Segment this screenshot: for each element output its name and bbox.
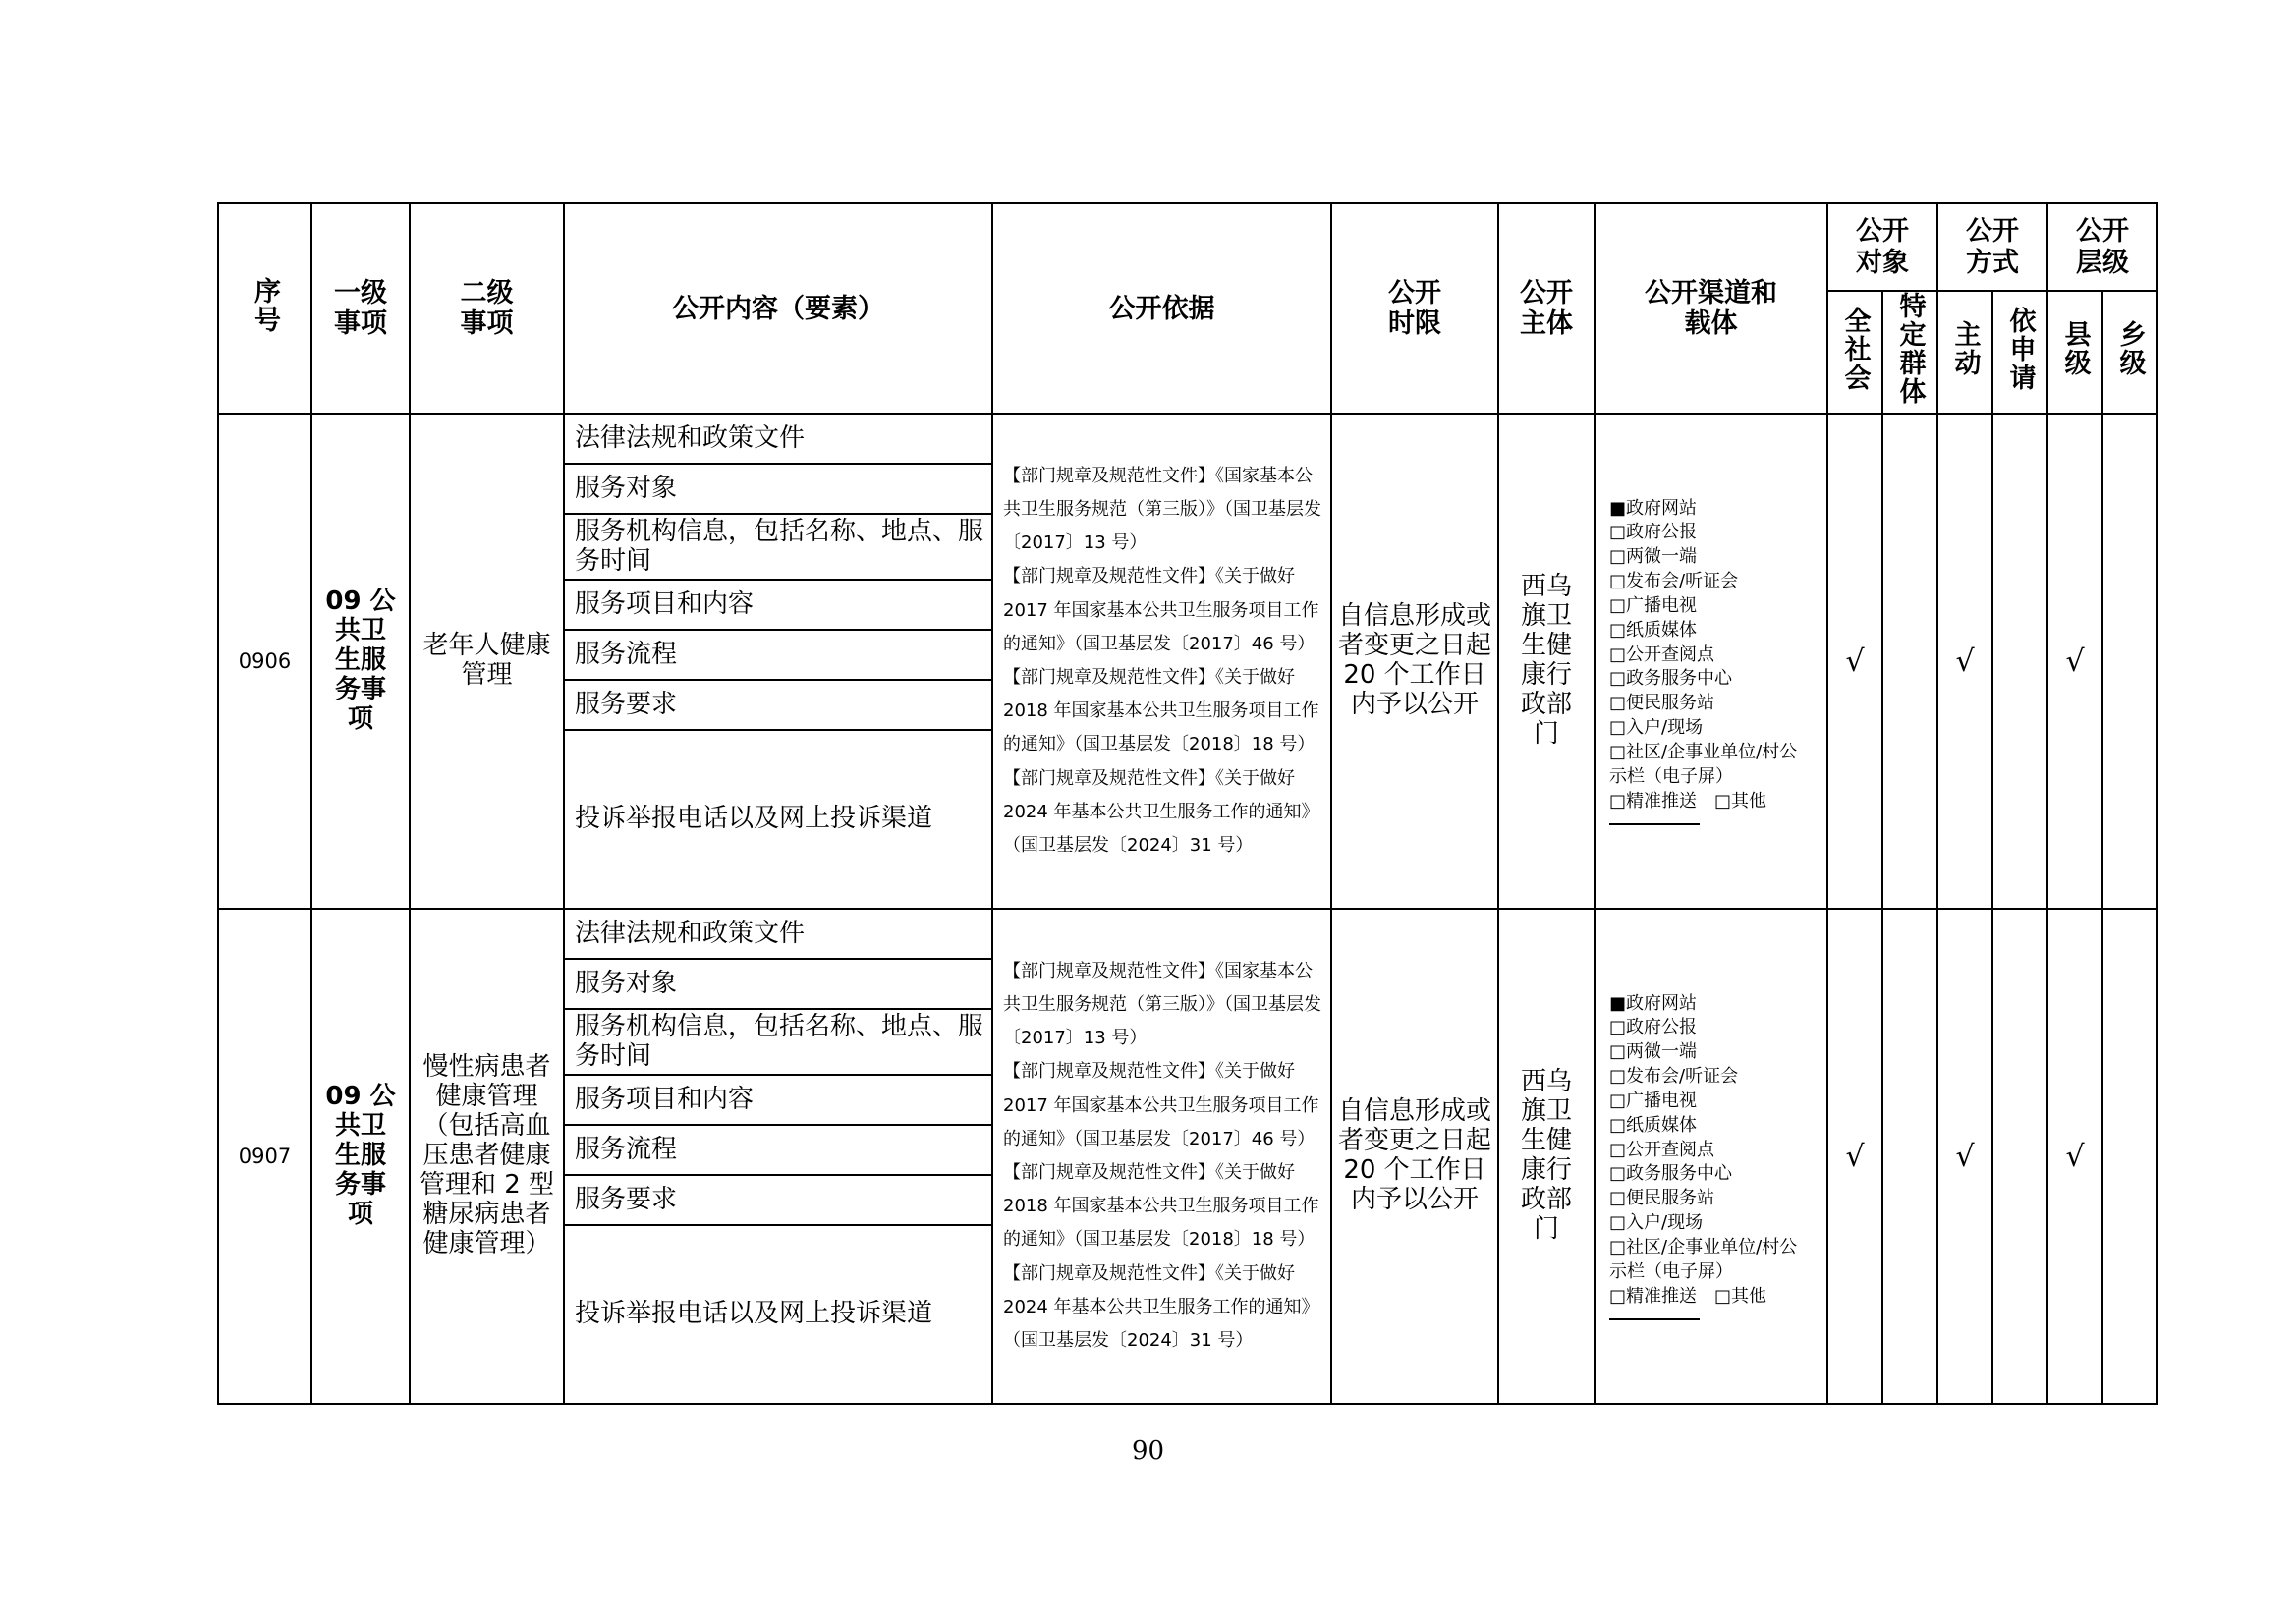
- table-row: [218, 909, 2157, 959]
- channel-option: □便民服务站: [1609, 1188, 1715, 1209]
- header-level-county: 县级: [2047, 291, 2102, 414]
- basis-item: 【部门规章及规范性文件】《关于做好 2024 年基本公共卫生服务工作的通知》（国卫基层发〔2024〕31 号）: [1003, 767, 1319, 856]
- channel-option: □便民服务站: [1609, 693, 1715, 714]
- basis-item: 【部门规章及规范性文件】《国家基本公共卫生服务规范（第三版）》（国卫基层发〔2017〕13 号）: [1003, 960, 1321, 1049]
- subject-cell: 西乌旗卫生健康行政部门: [1498, 909, 1595, 1404]
- basis-cell: [992, 414, 1331, 909]
- disclosure-table: [217, 202, 2158, 1405]
- channel-option: □政务服务中心: [1609, 1163, 1733, 1185]
- content-element-cell: 服务机构信息，包括名称、地点、服务时间: [564, 514, 992, 580]
- header-target-specific: 特定群体: [1882, 291, 1937, 414]
- check-mode-request-cell: [1992, 909, 2047, 1404]
- channel-option: □入户/现场: [1609, 1212, 1704, 1234]
- level1-cell: 09 公共卫生服务事项: [311, 909, 410, 1404]
- check-target-all-cell: √: [1827, 909, 1882, 1404]
- content-element-cell: 服务机构信息，包括名称、地点、服务时间: [564, 1009, 992, 1075]
- check-target-specific-cell: [1882, 909, 1937, 1404]
- content-element-cell: 法律法规和政策文件: [564, 909, 992, 959]
- channel-option: □政府公报: [1609, 1017, 1698, 1038]
- header-content: 公开内容（要素）: [564, 203, 992, 414]
- check-mode-request-cell: [1992, 414, 2047, 909]
- content-element-cell: 投诉举报电话以及网上投诉渠道: [564, 1225, 992, 1404]
- time-limit-cell: 自信息形成或者变更之日起 20 个工作日内予以公开: [1331, 414, 1498, 909]
- channels-cell: [1595, 414, 1827, 909]
- page-number: 90: [1131, 1436, 1165, 1466]
- channel-option: □政府公报: [1609, 522, 1698, 543]
- content-element-cell: 投诉举报电话以及网上投诉渠道: [564, 730, 992, 909]
- channel-option: □公开查阅点: [1609, 1139, 1715, 1160]
- channel-option: □两微一端: [1609, 1041, 1698, 1063]
- header-level-town: 乡级: [2102, 291, 2157, 414]
- header-level1: 一级事项: [311, 203, 410, 414]
- check-mode-active-cell: √: [1937, 909, 1992, 1404]
- basis-item: 【部门规章及规范性文件】《关于做好 2024 年基本公共卫生服务工作的通知》（国卫基层发〔2024〕31 号）: [1003, 1262, 1319, 1351]
- content-element-cell: 服务项目和内容: [564, 1075, 992, 1125]
- basis-cell: [992, 909, 1331, 1404]
- check-level-county-cell: √: [2047, 414, 2102, 909]
- header-subject: 公开主体: [1498, 203, 1595, 414]
- channel-option: □广播电视: [1609, 1090, 1698, 1111]
- channel-option: □纸质媒体: [1609, 1114, 1698, 1136]
- check-level-county-cell: √: [2047, 909, 2102, 1404]
- header-time-limit: 公开时限: [1331, 203, 1498, 414]
- header-target: 公开对象: [1827, 203, 1937, 291]
- basis-item: 【部门规章及规范性文件】《关于做好 2018 年国家基本公共卫生服务项目工作的通知》（国卫基层发〔2018〕18 号）: [1003, 667, 1319, 756]
- content-element-cell: 服务流程: [564, 630, 992, 680]
- channel-option: □入户/现场: [1609, 717, 1704, 739]
- basis-item: 【部门规章及规范性文件】《关于做好 2018 年国家基本公共卫生服务项目工作的通知》（国卫基层发〔2018〕18 号）: [1003, 1162, 1319, 1251]
- seq-cell: 0906: [218, 414, 311, 909]
- channel-option: □社区/企事业单位/村公示栏（电子屏）: [1609, 1236, 1798, 1282]
- content-element-cell: 服务对象: [564, 464, 992, 514]
- check-level-town-cell: [2102, 414, 2157, 909]
- subject-cell: 西乌旗卫生健康行政部门: [1498, 414, 1595, 909]
- basis-item: 【部门规章及规范性文件】《关于做好 2017 年国家基本公共卫生服务项目工作的通知》（国卫基层发〔2017〕46 号）: [1003, 566, 1319, 654]
- channel-option: ■政府网站: [1609, 992, 1698, 1014]
- channel-option: □发布会/听证会: [1609, 1066, 1739, 1088]
- content-element-cell: 服务项目和内容: [564, 580, 992, 630]
- content-element-cell: 法律法规和政策文件: [564, 414, 992, 464]
- check-level-town-cell: [2102, 909, 2157, 1404]
- table-row: [218, 414, 2157, 464]
- header-target-all: 全社会: [1827, 291, 1882, 414]
- content-element-cell: 服务要求: [564, 680, 992, 730]
- header-row-1: [218, 203, 2157, 291]
- content-element-cell: 服务要求: [564, 1175, 992, 1225]
- header-mode-active: 主动: [1937, 291, 1992, 414]
- channel-other-blank-line: [1609, 815, 1700, 825]
- channel-option: □公开查阅点: [1609, 644, 1715, 665]
- header-mode-request: 依申请: [1992, 291, 2047, 414]
- check-target-specific-cell: [1882, 414, 1937, 909]
- channel-option: □精准推送: [1609, 1285, 1698, 1307]
- channel-option: □纸质媒体: [1609, 619, 1698, 641]
- check-target-all-cell: √: [1827, 414, 1882, 909]
- channel-option: □其他: [1714, 790, 1767, 812]
- seq-cell: 0907: [218, 909, 311, 1404]
- channel-option: □社区/企事业单位/村公示栏（电子屏）: [1609, 741, 1798, 787]
- channel-option: □精准推送: [1609, 790, 1698, 812]
- header-basis: 公开依据: [992, 203, 1331, 414]
- channels-cell: [1595, 909, 1827, 1404]
- header-mode: 公开方式: [1937, 203, 2047, 291]
- channel-option: □政务服务中心: [1609, 668, 1733, 690]
- channel-option: ■政府网站: [1609, 497, 1698, 519]
- level1-cell: 09 公共卫生服务事项: [311, 414, 410, 909]
- channel-option: □广播电视: [1609, 594, 1698, 616]
- check-mode-active-cell: √: [1937, 414, 1992, 909]
- content-element-cell: 服务对象: [564, 959, 992, 1009]
- channel-option: □发布会/听证会: [1609, 571, 1739, 592]
- header-seq: 序号: [218, 203, 311, 414]
- header-channels: 公开渠道和载体: [1595, 203, 1827, 414]
- channel-option: □两微一端: [1609, 546, 1698, 568]
- time-limit-cell: 自信息形成或者变更之日起 20 个工作日内予以公开: [1331, 909, 1498, 1404]
- header-level2: 二级事项: [410, 203, 564, 414]
- content-element-cell: 服务流程: [564, 1125, 992, 1175]
- basis-item: 【部门规章及规范性文件】《关于做好 2017 年国家基本公共卫生服务项目工作的通知》（国卫基层发〔2017〕46 号）: [1003, 1061, 1319, 1149]
- channel-other-blank-line: [1609, 1311, 1700, 1320]
- level2-cell: 老年人健康管理: [410, 414, 564, 909]
- level2-cell: 慢性病患者健康管理（包括高血压患者健康管理和 2 型糖尿病患者健康管理）: [410, 909, 564, 1404]
- channel-option: □其他: [1714, 1285, 1767, 1307]
- header-level: 公开层级: [2047, 203, 2157, 291]
- basis-item: 【部门规章及规范性文件】《国家基本公共卫生服务规范（第三版）》（国卫基层发〔2017〕13 号）: [1003, 465, 1321, 554]
